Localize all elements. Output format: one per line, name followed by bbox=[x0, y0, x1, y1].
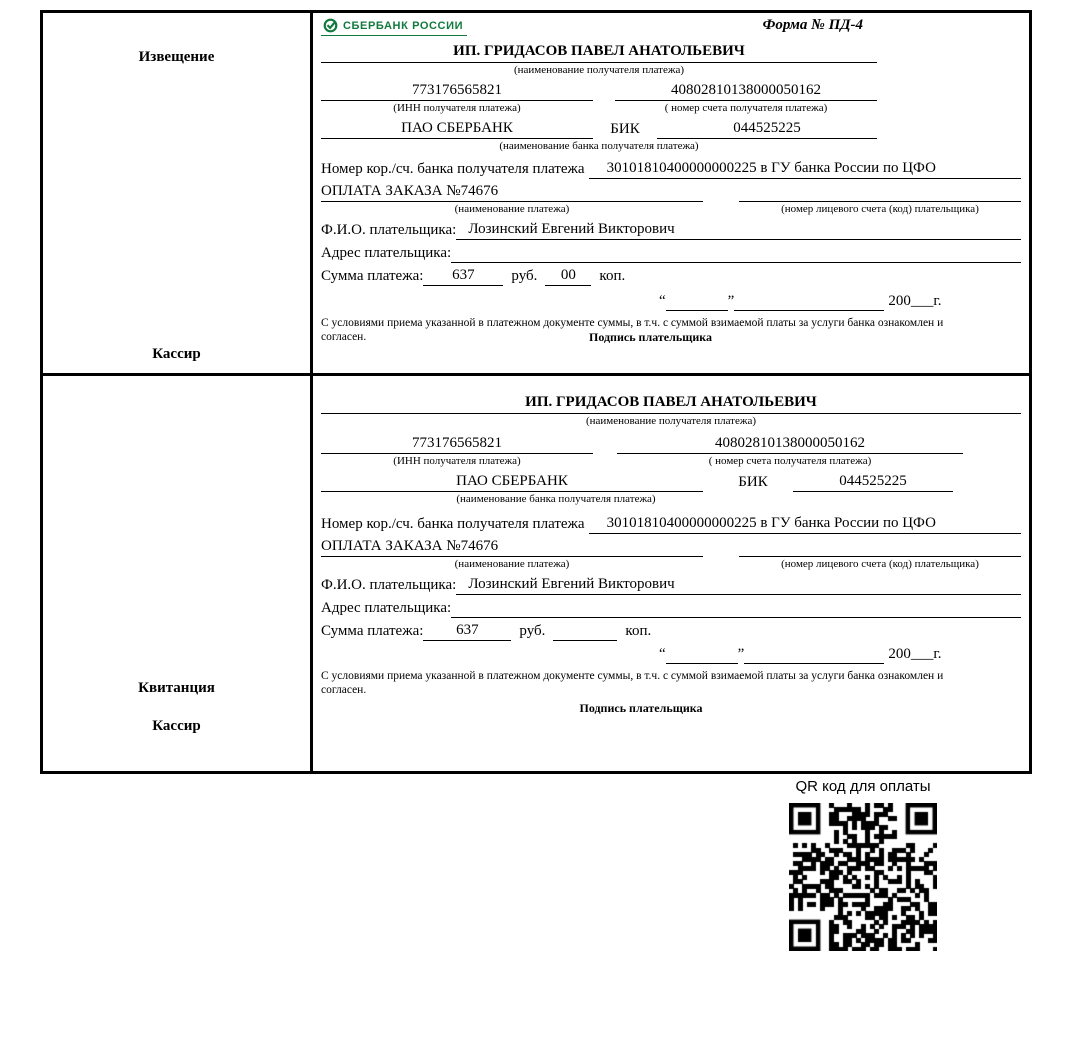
date-year: 200___г. bbox=[888, 293, 942, 309]
corr-account-row bbox=[321, 513, 1021, 534]
payment-caption: (наименование платежа) bbox=[454, 558, 570, 570]
date-year: 200___г. bbox=[888, 646, 942, 662]
address-label: Адрес плательщика: bbox=[321, 600, 452, 616]
inn-value: 773176565821 bbox=[321, 433, 593, 454]
payment-captions-row bbox=[321, 557, 1021, 572]
amount-row bbox=[321, 265, 1021, 286]
corr-label: Номер кор./сч. банка получателя платежа bbox=[321, 161, 585, 177]
personal-account-caption: (номер лицевого счета (код) плательщика) bbox=[781, 203, 979, 215]
amount-kop-value bbox=[553, 620, 617, 641]
receipt-stub bbox=[43, 376, 313, 771]
date-blank bbox=[666, 643, 738, 664]
agreement-text: С условиями приема указанной в платежном документе суммы, в т.ч. с суммой взимаемой платы за услуги банка ознакомлен и согласен. bbox=[321, 670, 944, 696]
bank-name-value: ПАО СБЕРБАНК bbox=[321, 118, 593, 139]
receipt-content bbox=[313, 376, 1029, 771]
sberbank-logo-text: СБЕРБАНК РОССИИ bbox=[343, 19, 464, 32]
payer-name-row bbox=[321, 219, 1021, 240]
amount-rub-value: 637 bbox=[423, 265, 503, 286]
signature-label: Подпись плательщика bbox=[579, 701, 703, 715]
kop-label: коп. bbox=[625, 623, 652, 639]
receipt-label: Квитанция bbox=[138, 680, 215, 696]
personal-account-blank bbox=[739, 536, 1021, 557]
bik-label: БИК bbox=[610, 121, 640, 137]
bank-caption: (наименование банка получателя платежа) bbox=[499, 140, 699, 152]
recipient-caption: (наименование получателя платежа) bbox=[585, 415, 757, 427]
receipt-cashier-label: Кассир bbox=[152, 718, 201, 734]
amount-kop-value: 00 bbox=[545, 265, 591, 286]
corr-value: 30101810400000000225 в ГУ банка России по ЦФО bbox=[589, 158, 1021, 179]
payment-name-row bbox=[321, 181, 1021, 202]
payment-caption: (наименование платежа) bbox=[454, 203, 570, 215]
date-row bbox=[659, 643, 1021, 664]
payer-name-value: Лозинский Евгений Викторович bbox=[456, 219, 1021, 240]
notice-header-row bbox=[321, 17, 1021, 41]
bik-label: БИК bbox=[738, 474, 768, 490]
recipient-name: ИП. ГРИДАСОВ ПАВЕЛ АНАТОЛЬЕВИЧ bbox=[321, 41, 877, 63]
recipient-name: ИП. ГРИДАСОВ ПАВЕЛ АНАТОЛЬЕВИЧ bbox=[321, 392, 1021, 414]
address-blank bbox=[451, 597, 1021, 618]
account-value: 40802810138000050162 bbox=[617, 433, 963, 454]
quote-open: “ bbox=[659, 293, 666, 309]
inn-caption: (ИНН получателя платежа) bbox=[393, 455, 521, 467]
notice-label: Извещение bbox=[138, 49, 215, 65]
corr-value: 30101810400000000225 в ГУ банка России по ЦФО bbox=[589, 513, 1021, 534]
quote-close: ” bbox=[737, 646, 745, 662]
account-caption: ( номер счета получателя платежа) bbox=[708, 455, 872, 467]
personal-account-caption: (номер лицевого счета (код) плательщика) bbox=[781, 558, 979, 570]
quote-open: “ bbox=[659, 646, 666, 662]
inn-account-captions bbox=[321, 101, 877, 116]
qr-code bbox=[789, 803, 937, 951]
quote-close: ” bbox=[727, 293, 735, 309]
notice-block bbox=[43, 13, 1029, 373]
inn-account-row bbox=[321, 433, 1021, 454]
qr-section bbox=[758, 778, 968, 951]
date-blank bbox=[666, 290, 728, 311]
payer-name-value: Лозинский Евгений Викторович bbox=[456, 574, 1021, 595]
account-value: 40802810138000050162 bbox=[615, 80, 877, 101]
corr-label: Номер кор./сч. банка получателя платежа bbox=[321, 516, 585, 532]
account-caption: ( номер счета получателя платежа) bbox=[664, 102, 828, 114]
recipient-caption: (наименование получателя платежа) bbox=[513, 64, 685, 76]
payment-captions-row bbox=[321, 202, 1021, 217]
address-blank bbox=[451, 242, 1021, 263]
personal-account-blank bbox=[739, 181, 1021, 202]
bik-value: 044525225 bbox=[657, 118, 877, 139]
amount-label: Сумма платежа: bbox=[321, 623, 424, 639]
rub-label: руб. bbox=[511, 268, 538, 284]
notice-content bbox=[313, 13, 1029, 373]
payer-name-row bbox=[321, 574, 1021, 595]
signature-label: Подпись плательщика bbox=[589, 330, 712, 344]
inn-caption: (ИНН получателя платежа) bbox=[393, 102, 521, 114]
notice-stub bbox=[43, 13, 313, 373]
bank-name-value: ПАО СБЕРБАНК bbox=[321, 471, 703, 492]
rub-label: руб. bbox=[519, 623, 546, 639]
bik-value: 044525225 bbox=[793, 471, 953, 492]
date-row bbox=[659, 290, 1021, 311]
address-label: Адрес плательщика: bbox=[321, 245, 452, 261]
payer-label: Ф.И.О. плательщика: bbox=[321, 222, 457, 238]
sberbank-logo bbox=[321, 17, 467, 36]
payment-name: ОПЛАТА ЗАКАЗА №74676 bbox=[321, 181, 703, 202]
form-table bbox=[40, 10, 1032, 774]
notice-cashier-label: Кассир bbox=[152, 346, 201, 362]
agreement-text: С условиями приема указанной в платежном документе суммы, в т.ч. с суммой взимаемой платы за услуги банка ознакомлен и согласен. bbox=[321, 317, 944, 343]
amount-rub-value: 637 bbox=[423, 620, 511, 641]
date-blank bbox=[734, 290, 884, 311]
sberbank-logo-icon bbox=[323, 18, 338, 33]
inn-value: 773176565821 bbox=[321, 80, 593, 101]
receipt-block bbox=[43, 373, 1029, 771]
qr-title: QR код для оплаты bbox=[795, 778, 931, 795]
inn-account-row bbox=[321, 80, 877, 101]
notice-upper bbox=[321, 41, 877, 154]
payment-name: ОПЛАТА ЗАКАЗА №74676 bbox=[321, 536, 703, 557]
payer-address-row bbox=[321, 597, 1021, 618]
corr-account-row bbox=[321, 158, 1021, 179]
bank-caption: (наименование банка получателя платежа) bbox=[456, 493, 656, 505]
inn-account-captions bbox=[321, 454, 1021, 469]
bank-row bbox=[321, 471, 1021, 492]
payment-name-row bbox=[321, 536, 1021, 557]
bank-row bbox=[321, 118, 877, 139]
date-blank bbox=[744, 643, 884, 664]
payer-label: Ф.И.О. плательщика: bbox=[321, 577, 457, 593]
form-number: Форма № ПД-4 bbox=[762, 17, 863, 33]
amount-row bbox=[321, 620, 1021, 641]
kop-label: коп. bbox=[599, 268, 626, 284]
payer-address-row bbox=[321, 242, 1021, 263]
amount-label: Сумма платежа: bbox=[321, 268, 424, 284]
